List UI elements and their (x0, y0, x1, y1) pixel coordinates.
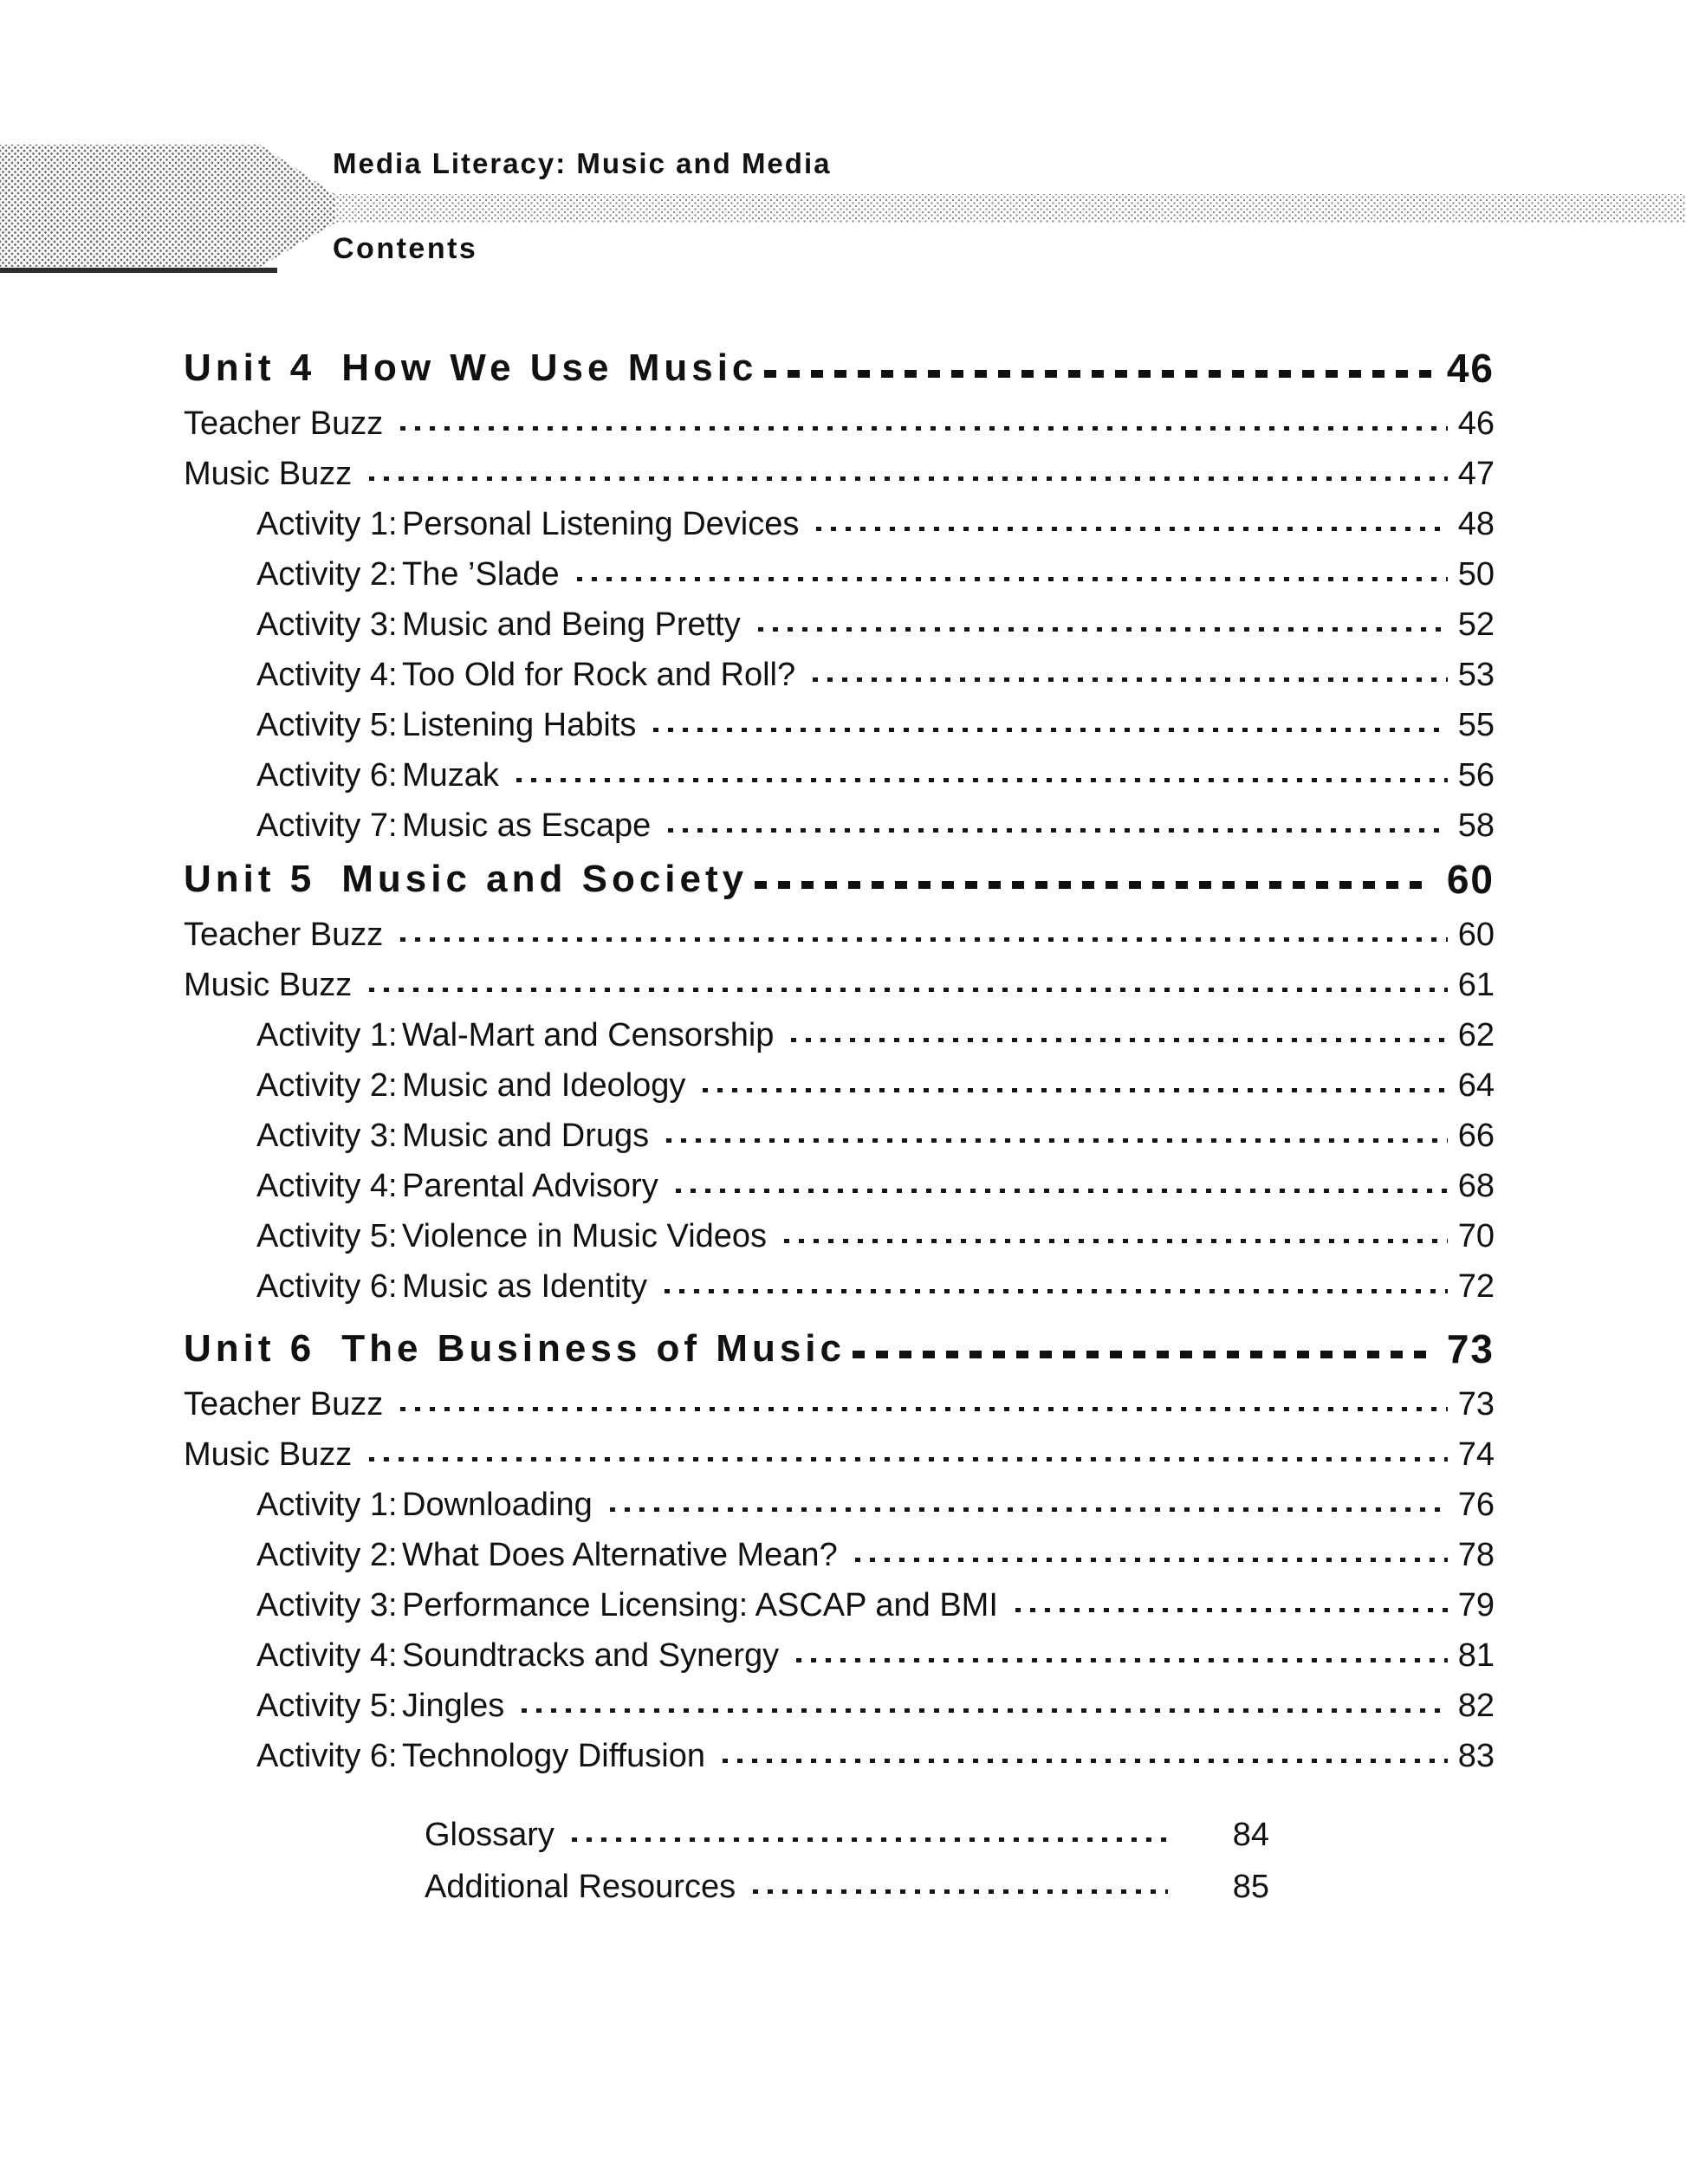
toc-row (184, 960, 1495, 1010)
activity-label: Activity 3: (256, 1117, 398, 1154)
entry-title: Too Old for Rock and Roll? (402, 656, 796, 693)
page-number: 84 (1232, 1816, 1269, 1853)
page-number: 47 (1457, 455, 1495, 492)
toc-row (184, 1580, 1495, 1630)
unit-title: The Business of Music (341, 1327, 846, 1370)
toc-row (184, 1530, 1495, 1580)
toc-row (184, 910, 1495, 960)
unit-label: Unit 6 (184, 1327, 316, 1370)
entry-title: Music and Ideology (402, 1066, 686, 1104)
page-number: 72 (1457, 1267, 1495, 1305)
dot-leader (758, 627, 1448, 632)
dot-leader (855, 1558, 1448, 1562)
contents-heading: Contents (333, 232, 478, 265)
page-number: 46 (1457, 405, 1495, 442)
unit-dash-leader (853, 1351, 1431, 1358)
activity-label: Activity 2: (256, 1536, 398, 1573)
dot-leader (653, 728, 1447, 732)
toc-row (184, 499, 1495, 549)
dot-leader (400, 1407, 1447, 1411)
toc-footer-row (425, 1809, 1269, 1861)
page-number: 79 (1457, 1586, 1495, 1623)
page-number: 62 (1457, 1016, 1495, 1053)
dot-leader (1015, 1608, 1448, 1612)
entry-title: Personal Listening Devices (402, 505, 800, 542)
toc-footer-row (425, 1861, 1269, 1913)
activity-label: Activity 5: (256, 1217, 398, 1254)
unit-heading-row (184, 856, 1495, 903)
dot-leader (816, 527, 1447, 531)
activity-label: Activity 5: (256, 1687, 398, 1724)
toc-row (184, 1429, 1495, 1480)
document-title: Media Literacy: Music and Media (333, 147, 832, 179)
toc-row (184, 1211, 1495, 1261)
page-number: 58 (1457, 807, 1495, 844)
entry-title: Muzak (402, 756, 499, 794)
unit-page-number: 73 (1446, 1326, 1495, 1371)
toc-row (184, 750, 1495, 800)
dot-leader (610, 1507, 1448, 1512)
activity-label: Activity 3: (256, 1586, 398, 1623)
activity-label: Activity 6: (256, 1267, 398, 1305)
dot-leader (784, 1239, 1448, 1243)
toc-section (184, 345, 1495, 851)
page-number: 56 (1457, 756, 1495, 794)
unit-heading-row (184, 345, 1495, 392)
entry-title: Violence in Music Videos (402, 1217, 768, 1254)
dot-leader (369, 476, 1447, 481)
entry-title: Music as Escape (402, 807, 652, 844)
activity-label: Activity 3: (256, 606, 398, 643)
dot-leader (666, 1138, 1448, 1143)
unit-page-number: 60 (1446, 857, 1495, 902)
toc-footer-block (425, 1809, 1269, 1913)
entry-title: Music Buzz (184, 455, 353, 492)
dot-leader (791, 1038, 1447, 1042)
unit-dash-leader (755, 881, 1431, 889)
entry-title: Music Buzz (184, 1435, 353, 1473)
page-number: 60 (1457, 916, 1495, 953)
entry-title: Technology Diffusion (402, 1737, 705, 1774)
dot-leader (400, 937, 1447, 942)
entry-title: What Does Alternative Mean? (402, 1536, 838, 1573)
activity-label: Activity 4: (256, 1636, 398, 1674)
activity-label: Activity 6: (256, 756, 398, 794)
dot-leader (665, 1289, 1448, 1293)
entry-title: Performance Licensing: ASCAP and BMI (402, 1586, 998, 1623)
entry-title: Wal-Mart and Censorship (402, 1016, 775, 1053)
toc-row (184, 1731, 1495, 1781)
unit-page-number: 46 (1446, 346, 1495, 391)
activity-label: Activity 7: (256, 807, 398, 844)
activity-label: Activity 6: (256, 1737, 398, 1774)
page-number: 78 (1457, 1536, 1495, 1573)
toc-row (184, 1060, 1495, 1111)
dot-leader (369, 988, 1447, 992)
toc-row (184, 1111, 1495, 1161)
entry-title: Listening Habits (402, 706, 637, 743)
entry-title: Music and Drugs (402, 1117, 650, 1154)
entry-title: Glossary (425, 1816, 554, 1853)
activity-label: Activity 1: (256, 505, 398, 542)
activity-label: Activity 4: (256, 656, 398, 693)
entry-title: Music Buzz (184, 966, 353, 1003)
page-number: 73 (1457, 1385, 1495, 1423)
page-number: 76 (1457, 1486, 1495, 1523)
toc-row (184, 549, 1495, 599)
entry-title: Music and Being Pretty (402, 606, 741, 643)
entry-title: Additional Resources (425, 1868, 736, 1905)
entry-title: Soundtracks and Synergy (402, 1636, 780, 1674)
toc-row (184, 650, 1495, 700)
entry-title: Teacher Buzz (184, 1385, 384, 1423)
entry-title: Jingles (402, 1687, 505, 1724)
toc-section (184, 1325, 1495, 1781)
dot-leader (577, 577, 1448, 581)
activity-label: Activity 2: (256, 1066, 398, 1104)
page-number: 55 (1457, 706, 1495, 743)
toc-row (184, 1480, 1495, 1530)
activity-label: Activity 5: (256, 706, 398, 743)
unit-label: Unit 4 (184, 347, 316, 389)
page-number: 68 (1457, 1167, 1495, 1204)
page-number: 85 (1232, 1868, 1269, 1905)
page-number: 74 (1457, 1435, 1495, 1473)
toc-row (184, 399, 1495, 449)
page-number: 52 (1457, 606, 1495, 643)
toc-row (184, 700, 1495, 750)
page-number: 50 (1457, 555, 1495, 593)
dot-leader (813, 677, 1448, 682)
dot-leader (572, 1837, 1168, 1842)
toc-row (184, 1010, 1495, 1060)
toc-row (184, 1681, 1495, 1731)
toc-row (184, 1261, 1495, 1312)
entry-title: Teacher Buzz (184, 916, 384, 953)
unit-heading-row (184, 1325, 1495, 1372)
toc-section (184, 856, 1495, 1312)
dot-leader (516, 778, 1448, 782)
toc-row (184, 599, 1495, 650)
dot-leader (369, 1457, 1447, 1461)
entry-title: Parental Advisory (402, 1167, 658, 1204)
page-number: 70 (1457, 1217, 1495, 1254)
dot-leader (723, 1759, 1448, 1763)
unit-title: How We Use Music (341, 347, 758, 389)
unit-title: Music and Society (341, 858, 749, 900)
page-number: 61 (1457, 966, 1495, 1003)
entry-title: Teacher Buzz (184, 405, 384, 442)
page-number: 53 (1457, 656, 1495, 693)
dot-leader (400, 426, 1447, 431)
page-number: 48 (1457, 505, 1495, 542)
entry-title: Music as Identity (402, 1267, 647, 1305)
entry-title: Downloading (402, 1486, 593, 1523)
page-number: 83 (1457, 1737, 1495, 1774)
dot-leader (796, 1658, 1448, 1662)
dot-leader (668, 828, 1447, 833)
unit-label: Unit 5 (184, 858, 316, 900)
page-number: 81 (1457, 1636, 1495, 1674)
dot-leader (703, 1088, 1447, 1092)
toc-row (184, 800, 1495, 851)
entry-title: The ’Slade (402, 555, 560, 593)
toc-row (184, 1161, 1495, 1211)
dot-leader (676, 1189, 1448, 1193)
dot-leader (522, 1708, 1447, 1713)
unit-dash-leader (764, 370, 1430, 378)
toc-row (184, 1630, 1495, 1681)
toc-row (184, 1379, 1495, 1429)
activity-label: Activity 1: (256, 1016, 398, 1053)
page-number: 64 (1457, 1066, 1495, 1104)
activity-label: Activity 4: (256, 1167, 398, 1204)
activity-label: Activity 2: (256, 555, 398, 593)
activity-label: Activity 1: (256, 1486, 398, 1523)
page-number: 82 (1457, 1687, 1495, 1724)
dot-leader (753, 1889, 1168, 1894)
toc-row (184, 449, 1495, 499)
page-number: 66 (1457, 1117, 1495, 1154)
